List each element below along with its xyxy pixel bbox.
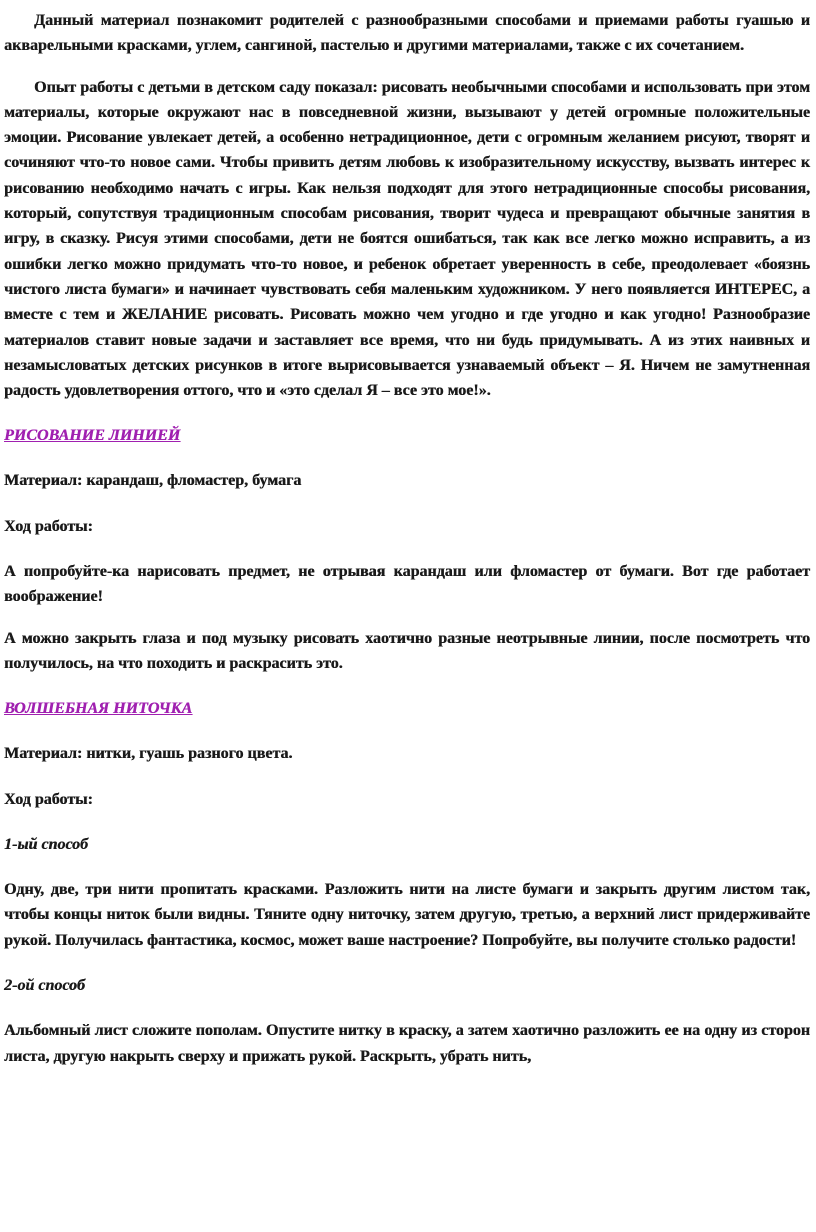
intro-paragraph: Данный материал познакомит родителей с разнообразными способами и приемами работы гуашью и акварельными красками, углем, сангиной, пастелью и другими материалами, также с их сочетанием. <box>4 12 810 55</box>
material-line-drawing: Материал: карандаш, фломастер, бумага <box>4 472 302 490</box>
method-1-title: 1-ый способ <box>4 835 89 853</box>
process-label-line-drawing: Ход работы: <box>4 517 93 535</box>
method-2-text: Альбомный лист сложите пополам. Опустите нитку в краску, а затем хаотично разложить ее на одну из сторон листа, другую накрыть сверху и прижать рукой. Раскрыть, убрать нить, <box>4 1022 810 1065</box>
section-heading-line-drawing: РИСОВАНИЕ ЛИНИЕЙ <box>4 427 181 445</box>
experience-paragraph: Опыт работы с детьми в детском саду показал: рисовать необычными способами и использовать при этом материалы, которые окружают нас в повседневной жизни, вызывают у детей огромные положительные эмоции. Рисование увлекает детей, а особенно нетрадиционное, дети с огромным желанием рисуют, творят и сочиняют что-то новое сами. Чтобы привить детям любовь к изобразительному искусству, вызвать интерес к рисованию необходимо начать с игры. Как нельзя подходят для этого нетрадиционные способы рисования, который, сопутствуя традиционным способам рисования, творит чудеса и превращают обычные занятия в игру, в сказку. Рисуя этими способами, дети не боятся ошибаться, так как все легко можно исправить, а из ошибки легко можно придумать что-то новое, и ребенок обретает уверенность в себе, преодолевает «боязнь чистого листа бумаги» и начинает чувствовать себя маленьким художником. У него появляется ИНТЕРЕС, а вместе с тем и ЖЕЛАНИЕ рисовать. Рисовать можно чем угодно и где угодно и как угодно! Разнообразие материалов ставит новые задачи и заставляет все время, что ни будь придумывать. А из этих наивных и незамысловатых детских рисунков в итоге вырисовывается узнаваемый объект – Я. Ничем не замутненная радость удовлетворения оттого, что и «это сделал Я – все это мое!». <box>4 78 810 400</box>
method-1-text: Одну, две, три нити пропитать красками. Разложить нити на листе бумаги и закрыть другим листом так, чтобы концы ниток были видны. Тяните одну ниточку, затем другую, третью, а верхний лист придерживайте рукой. Получилась фантастика, космос, может ваше настроение? Попробуйте, вы получите столько радости! <box>4 881 810 949</box>
material-magic-thread: Материал: нитки, гуашь разного цвета. <box>4 745 293 763</box>
line-drawing-step-1: А попробуйте-ка нарисовать предмет, не отрывая карандаш или фломастер от бумаги. Вот где работает воображение! <box>4 563 810 606</box>
section-heading-magic-thread: ВОЛШЕБНАЯ НИТОЧКА <box>4 700 193 718</box>
line-drawing-step-2: А можно закрыть глаза и под музыку рисовать хаотично разные неотрывные линии, после посмотреть что получилось, на что походить и раскрасить это. <box>4 629 810 672</box>
method-2-title: 2-ой способ <box>4 977 85 995</box>
process-label-magic-thread: Ход работы: <box>4 790 93 808</box>
